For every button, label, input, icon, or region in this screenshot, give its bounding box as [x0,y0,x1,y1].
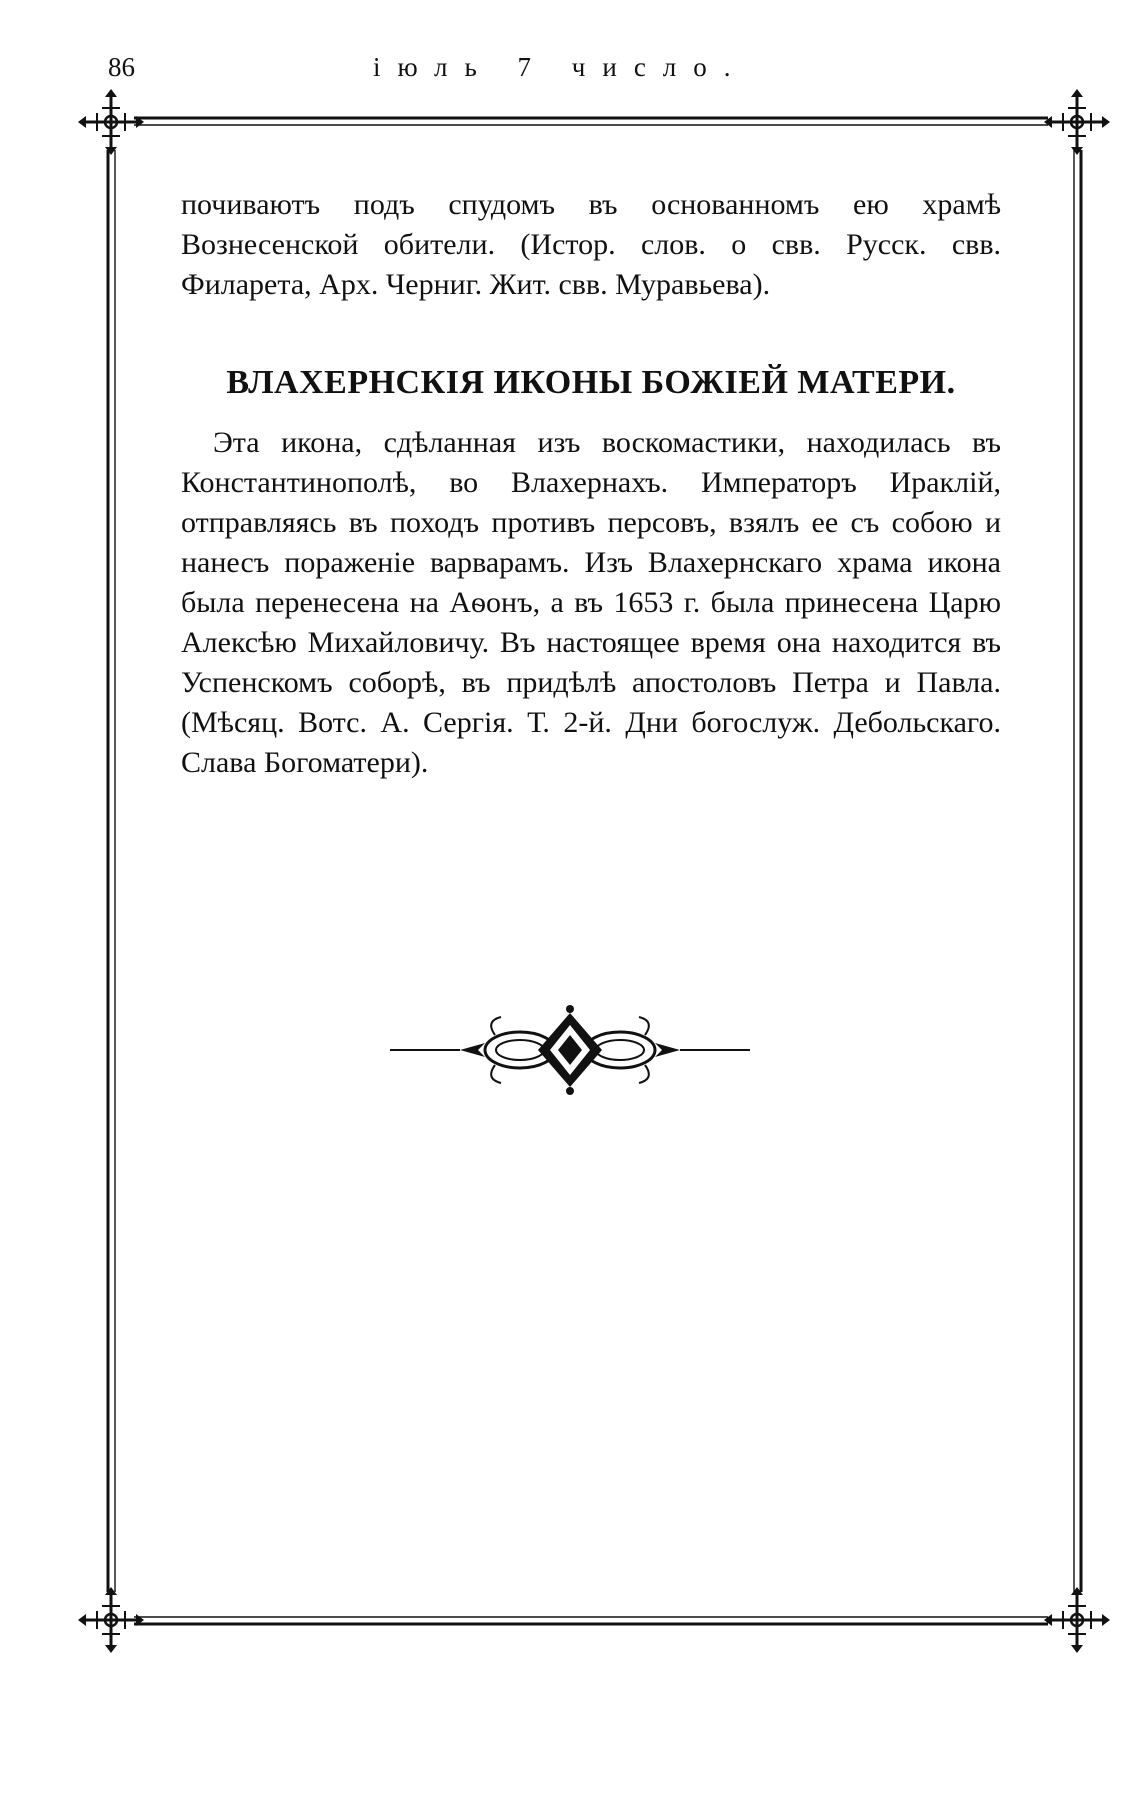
running-title: іюль 7 число. [373,52,748,82]
cross-finial-icon [1044,1587,1110,1653]
cross-finial-icon [1044,89,1110,155]
cross-finial-icon [78,89,144,155]
continuation-paragraph: почиваютъ подъ спудомъ въ основанномъ ею храмѣ Вознесенской обители. (Истор. слов. о свв. Русск. свв. Филарета, Арх. Черниг. Жит. свв. Муравьева). [181,188,1001,301]
section-heading: ВЛАХЕРНСКІЯ ИКОНЫ БОЖІЕЙ МАТЕРИ. [226,364,956,401]
section-paragraph: Эта икона, сдѣланная изъ воскомастики, находилась въ Константинополѣ, во Влахернахъ. Императоръ Ираклій, отправляясь въ походъ противъ персовъ, взялъ ее съ собою и нанесъ пораженіе варварамъ. Изъ Влахернскаго храма икона была перенесена на Аѳонъ, а въ 1653 г. была принесена Царю Алексѣю Михайловичу. Въ настоящее время она находится въ Успенскомъ соборѣ, въ придѣлѣ апостоловъ Петра и Павла. (Мѣсяц. Вотс. А. Сергія. Т. 2-й. Дни богослуж. Дебольскаго. Слава Богоматери). [181,426,1001,779]
cross-finial-icon [78,1587,144,1653]
page-content [181,185,1001,783]
ornamental-tailpiece-icon [390,1005,750,1095]
page-number: 86 [108,52,135,82]
